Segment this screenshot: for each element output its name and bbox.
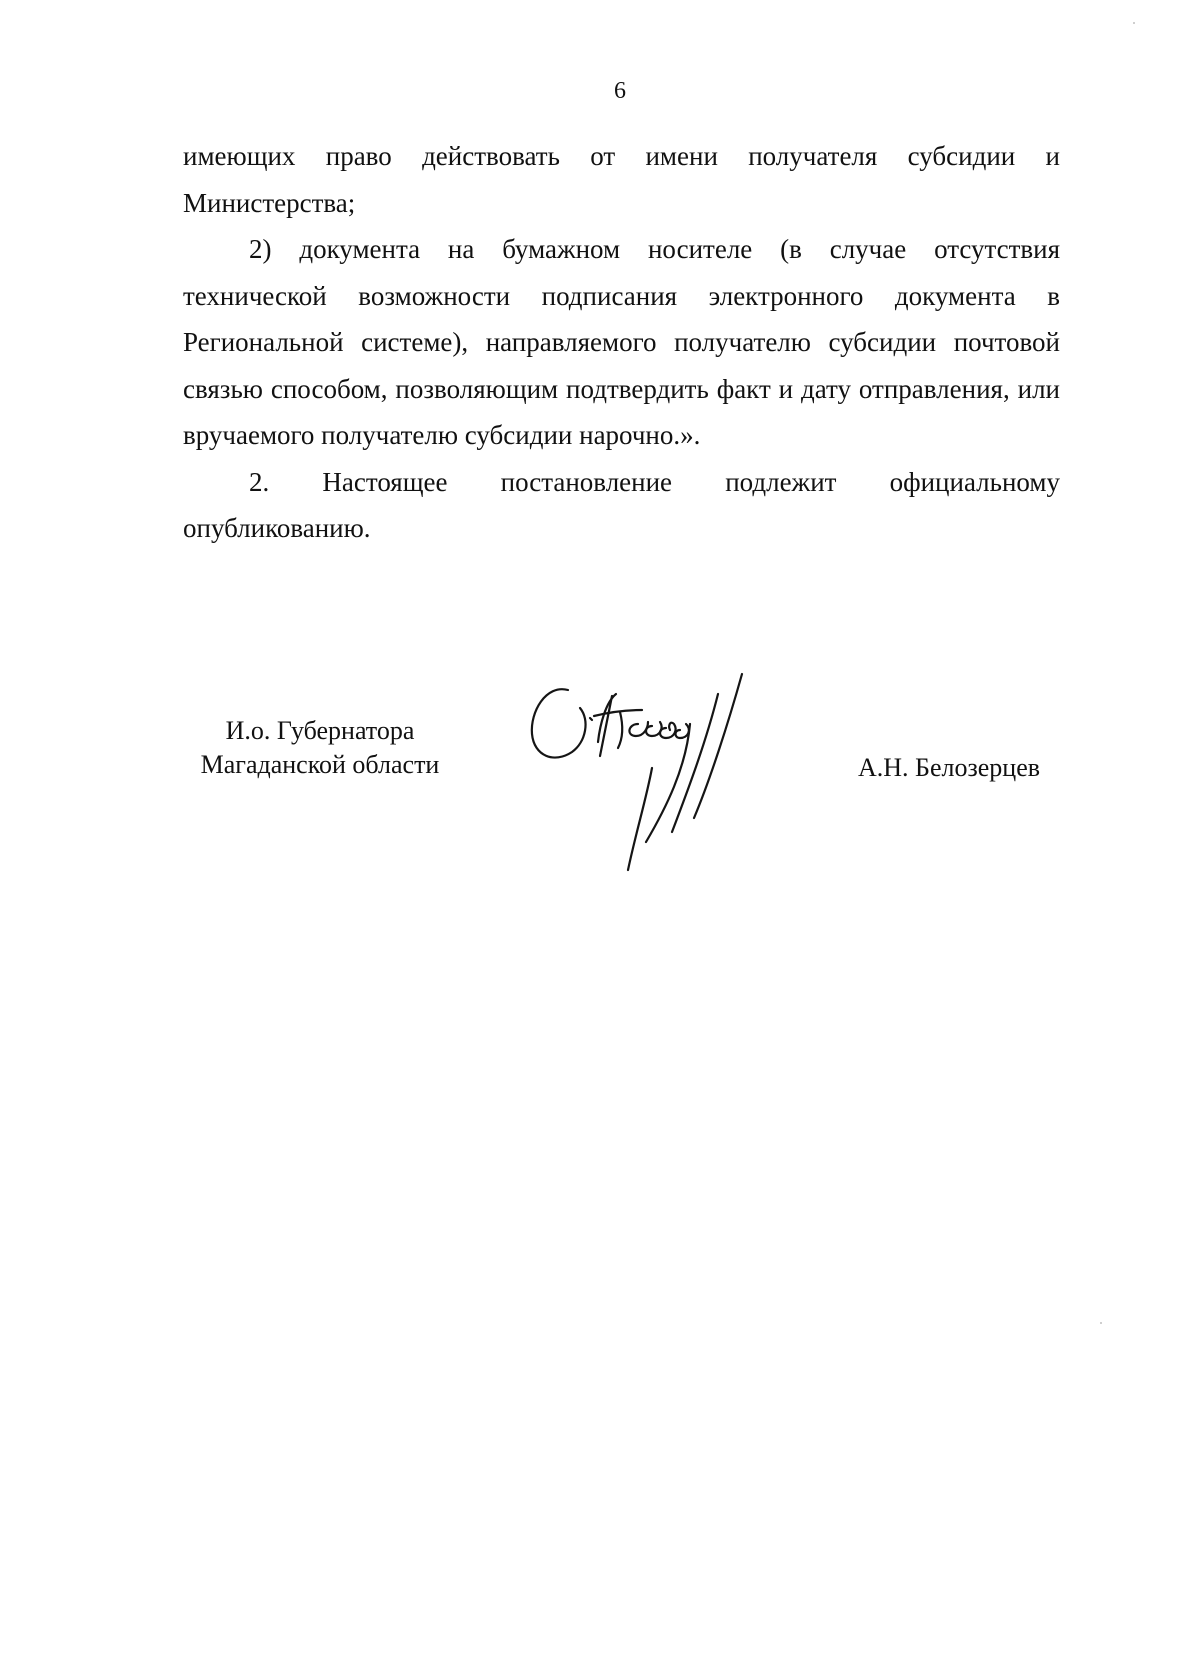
scan-speck: [1133, 22, 1135, 24]
paragraph-continuation: имеющих право действовать от имени получателя субсидии и Министерства;: [183, 141, 1060, 218]
paragraph-item-2: 2) документа на бумажном носителе (в случае отсутствия технической возможности подписания электронного документа в Региональной системе), направляемого получателю субсидии почтовой связью способом, позволяющим подтвердить факт и дату отправления, или вручаемого получателю субсидии нарочно.».: [183, 234, 1060, 450]
signatory-title-line-1: И.о. Губернатора: [225, 716, 415, 745]
page-number: 6: [614, 78, 626, 104]
scan-speck: [1100, 1322, 1102, 1324]
handwritten-signature: [528, 672, 788, 872]
document-body: [183, 133, 1060, 552]
signatory-name: А.Н. Белозерцев: [858, 753, 1041, 782]
paragraph-publication: 2. Настоящее постановление подлежит официальному опубликованию.: [183, 466, 1060, 543]
signatory-title-line-2: Магаданской области: [200, 750, 440, 779]
signatory-title: [160, 714, 480, 782]
